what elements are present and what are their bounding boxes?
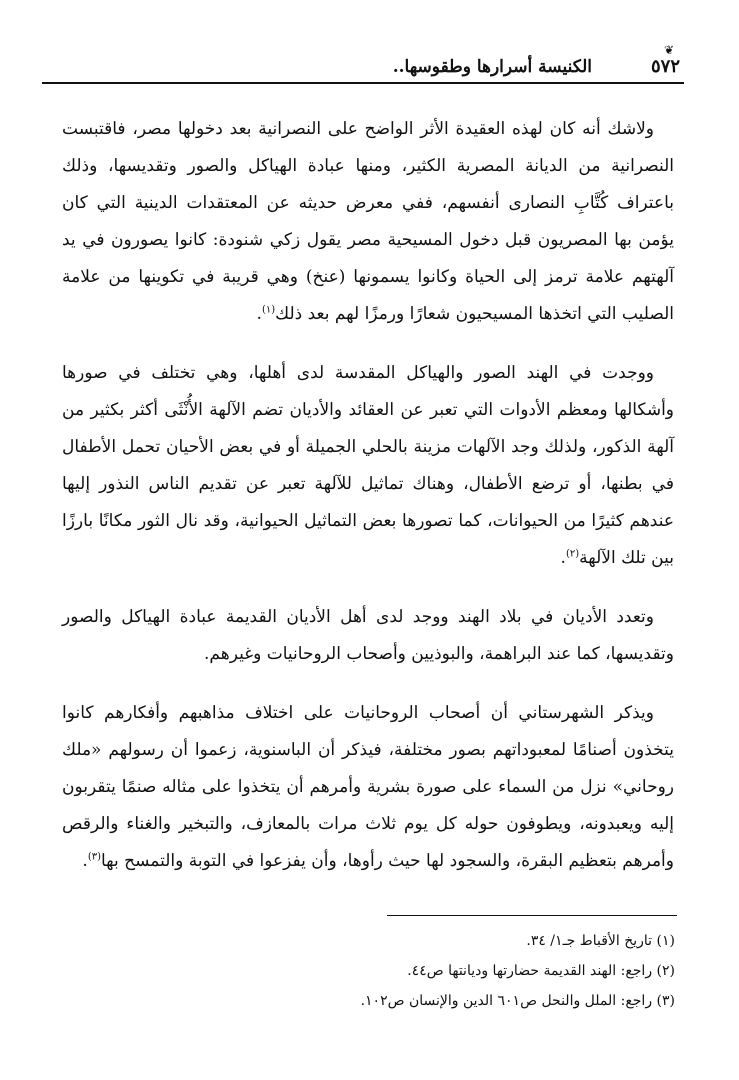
paragraph: ولاشك أنه كان لهذه العقيدة الأثر الواضح على النصرانية بعد دخولها مصر، فاقتبست النصرانية من الديانة المصرية الكثير، ومنها عبادة الهياكل والصور وتقديسها، وذلك باعتراف كُتَّابِ النصارى أنفسهم، ففي معرض حديثه عن المعتقدات الدينية التي كان يؤمن بها المصريون قبل دخول المسيحية مصر يقول زكي شنودة: كانوا يصورون في يد آلهتهم علامة ترمز إلى الحياة وكانوا يسمونها (عنخ) وهي قريبة في تكوينها من علامة الصليب التي اتخذها المسيحيون شعارًا ورمزًا لهم بعد ذلك$^{(١)}$. — [62, 119, 674, 324]
footnote-divider — [387, 915, 677, 916]
running-header — [42, 44, 684, 84]
page-number-ornament: ❦ — [663, 43, 674, 57]
footnote: (٣) راجع: الملل والنحل ص٦٠١ الدين والإنسان ص١٠٢. — [360, 993, 675, 1009]
footnote-ref[interactable]: (٣) — [87, 851, 101, 863]
footnote: (١) تاريخ الأقباط جـ١/ ٣٤. — [526, 933, 675, 949]
footnotes — [63, 926, 675, 1016]
main-text — [62, 111, 674, 902]
paragraph: ويذكر الشهرستاني أن أصحاب الروحانيات على اختلاف مذاهبهم وأفكارهم كانوا يتخذون أصنامًا لمعبوداتهم بصور مختلفة، فيذكر أن الباسنوية، زعموا أن رسولهم «ملك روحاني» نزل من السماء على صورة بشرية وأمرهم أن يتخذوا على مثاله صنمًا يتقربون إليه ويعبدونه، ويطوفون حوله كل يوم ثلاث مرات بالمعازف، والتبخير والغناء والرقص وأمرهم بتعظيم البقرة، والسجود لها حيث رأوها، وأن يفزعوا في التوبة والتمسح بها$^{(٣)}$. — [62, 703, 674, 871]
footnote-ref[interactable]: (١) — [261, 304, 276, 316]
footnote: (٢) راجع: الهند القديمة حضارتها وديانتها ص٤٤. — [407, 963, 675, 979]
paragraph-text: ويذكر الشهرستاني أن أصحاب الروحانيات على اختلاف مذاهبهم وأفكارهم كانوا يتخذون أصنامًا لمعبوداتهم بصور مختلفة، فيذكر أن الباسنوية، زعموا أن رسولهم «ملك روحاني» نزل من السماء على صورة بشرية وأمرهم أن يتخذوا على مثاله صنمًا يتقربون إليه ويعبدونه، ويطوفون حوله كل يوم ثلاث مرات بالمعازف، والتبخير والغناء والرقص وأمرهم بتعظيم البقرة، والسجود لها حيث رأوها، وأن يفزعوا في التوبة والتمسح بها — [62, 703, 674, 871]
paragraph — [62, 599, 674, 673]
paragraph-text: ولاشك أنه كان لهذه العقيدة الأثر الواضح على النصرانية بعد دخولها مصر، فاقتبست النصرانية من الديانة المصرية الكثير، ومنها عبادة الهياكل والصور وتقديسها، وذلك باعتراف كُتَّابِ النصارى أنفسهم، ففي معرض حديثه عن المعتقدات الدينية التي كان يؤمن بها المصريون قبل دخول المسيحية مصر يقول زكي شنودة: كانوا يصورون في يد آلهتهم علامة ترمز إلى الحياة وكانوا يسمونها (عنخ) وهي قريبة في تكوينها من علامة الصليب التي اتخذها المسيحيون شعارًا ورمزًا لهم بعد ذلك — [62, 119, 674, 324]
paragraph-text: وتعدد الأديان في بلاد الهند ووجد لدى أهل الأديان القديمة عبادة الهياكل والصور وتقديسها، كما عند البراهمة، والبوذيين وأصحاب الروحانيات وغيرهم. — [62, 607, 674, 664]
paragraph-text: ووجدت في الهند الصور والهياكل المقدسة لدى أهلها، وهي تختلف في صورها وأشكالها ومعظم الأدوات التي تعبر عن العقائد والأديان تضم الآلهة الأُنْثَى أكثر بكثير من آلهة الذكور، ولذلك وجد الآلهات مزينة بالحلي الجميلة أو في بعض الأحيان تحمل الأطفال في بطنها، أو ترضع الأطفال، وهناك تماثيل للآلهة تعبر عن تقديم الناس النذور إليها عندهم كثيرًا من الحيوانات، كما تصورها بعض التماثيل الحيوانية، وقد نال الثور مكانًا بارزًا بين تلك الآلهة — [62, 363, 674, 568]
footnote-ref[interactable]: (٢) — [565, 548, 580, 560]
page-number: ٥٧٢ — [650, 56, 680, 77]
running-title: الكنيسة أسرارها وطقوسها.. — [392, 57, 592, 77]
paragraph: ووجدت في الهند الصور والهياكل المقدسة لدى أهلها، وهي تختلف في صورها وأشكالها ومعظم الأدوات التي تعبر عن العقائد والأديان تضم الآلهة الأُنْثَى أكثر بكثير من آلهة الذكور، ولذلك وجد الآلهات مزينة بالحلي الجميلة أو في بعض الأحيان تحمل الأطفال في بطنها، أو ترضع الأطفال، وهناك تماثيل للآلهة تعبر عن تقديم الناس النذور إليها عندهم كثيرًا من الحيوانات، كما تصورها بعض التماثيل الحيوانية، وقد نال الثور مكانًا بارزًا بين تلك الآلهة$^{(٢)}$. — [62, 363, 674, 568]
